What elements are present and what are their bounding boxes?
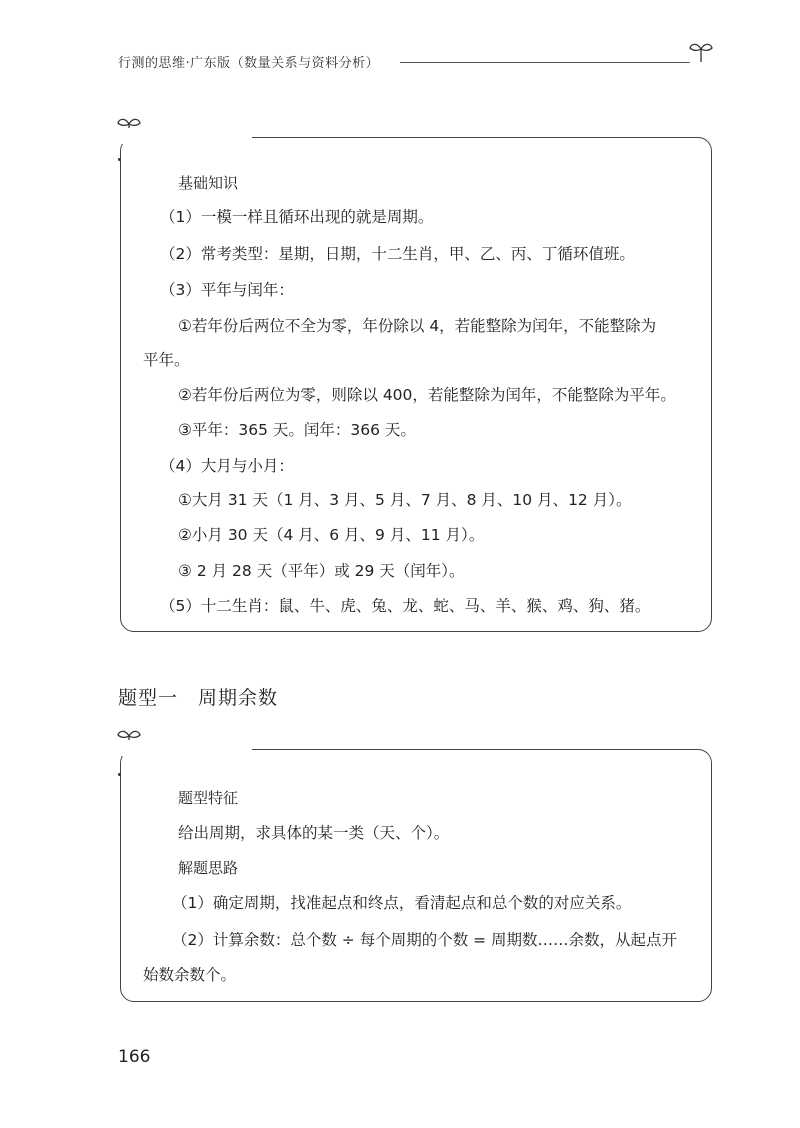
- knowledge-line: （1）一模一样且循环出现的就是周期。: [160, 208, 434, 226]
- box-gap: [112, 128, 252, 144]
- section-title: 题型一 周期余数: [118, 687, 279, 709]
- knowledge-line: （2）常考类型：星期，日期，十二生肖，甲、乙、丙、丁循环值班。: [160, 245, 635, 263]
- knowledge-line: ①大月 31 天（1 月、3 月、5 月、7 月、8 月、10 月、12 月）。: [178, 491, 632, 509]
- page-number: 166: [118, 1047, 151, 1067]
- knowledge-line: ②若年份后两位为零，则除以 400，若能整除为闰年，不能整除为平年。: [178, 386, 676, 404]
- approach-heading: 解题思路: [178, 859, 239, 877]
- approach-line: （2）计算余数：总个数 ÷ 每个周期的个数 = 周期数……余数，从起点开: [172, 931, 678, 949]
- sprout-icon: [688, 38, 714, 64]
- approach-line: 始数余数个。: [143, 966, 237, 984]
- knowledge-line: ③平年：365 天。闰年：366 天。: [178, 421, 416, 439]
- knowledge-line: ③ 2 月 28 天（平年）或 29 天（闰年）。: [178, 562, 465, 580]
- knowledge-line: ②小月 30 天（4 月、6 月、9 月、11 月）。: [178, 526, 485, 544]
- approach-line: （1）确定周期，找准起点和终点，看清起点和总个数的对应关系。: [172, 894, 632, 912]
- knowledge-line: （5）十二生肖：鼠、牛、虎、兔、龙、蛇、马、羊、猴、鸡、狗、猪。: [160, 597, 651, 615]
- knowledge-line: ①若年份后两位不全为零，年份除以 4，若能整除为闰年，不能整除为: [178, 317, 657, 335]
- knowledge-heading: 基础知识: [178, 174, 239, 192]
- feature-heading: 题型特征: [178, 789, 239, 807]
- running-header: 行测的思维·广东版（数量关系与资料分析）: [118, 56, 380, 71]
- header-rule: [400, 62, 690, 63]
- knowledge-line: 平年。: [143, 351, 190, 369]
- knowledge-line: （3）平年与闰年：: [160, 281, 294, 299]
- feature-text: 给出周期，求具体的某一类（天、个）。: [178, 824, 450, 842]
- box-gap: [112, 740, 252, 756]
- box-marker: [118, 158, 121, 161]
- knowledge-line: （4）大月与小月：: [160, 457, 294, 475]
- box-marker: [118, 773, 121, 776]
